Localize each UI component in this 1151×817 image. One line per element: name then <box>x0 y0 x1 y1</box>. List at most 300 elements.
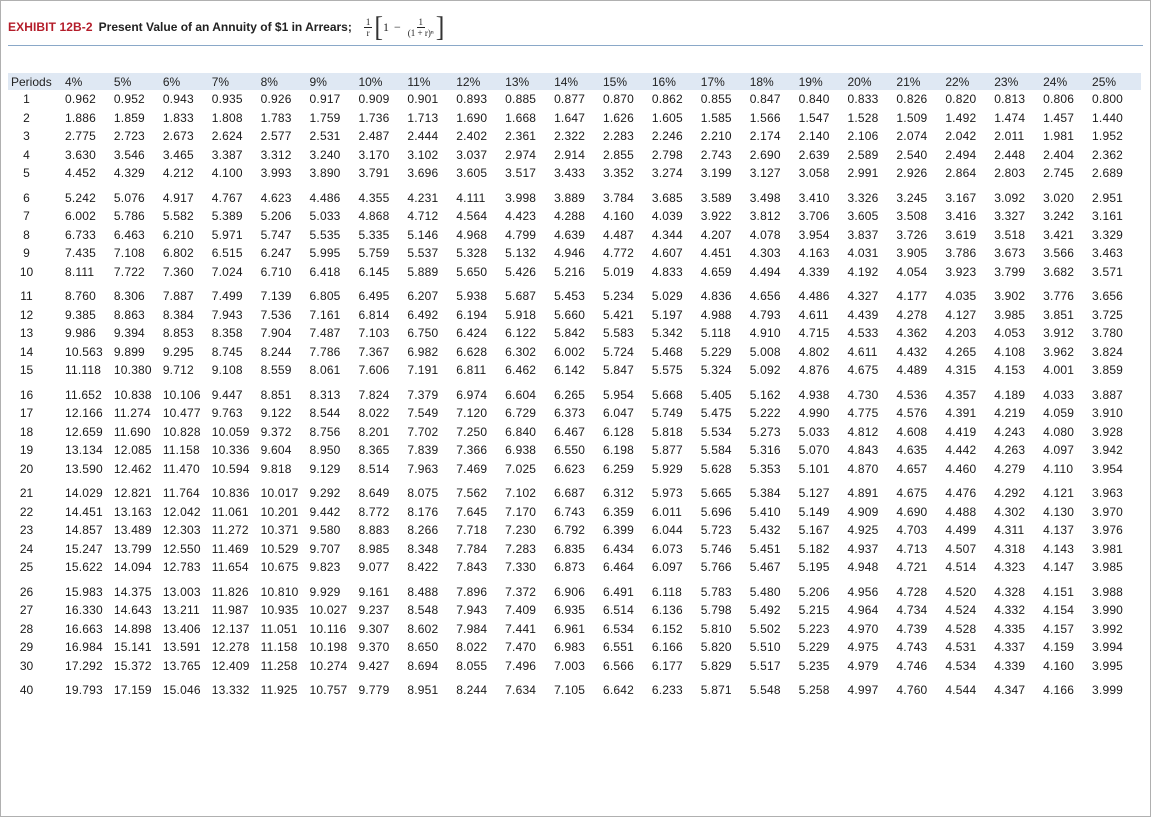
annuity-factor-cell: 9.712 <box>162 363 194 378</box>
annuity-factor-cell: 5.195 <box>798 560 830 575</box>
annuity-factor-cell: 7.230 <box>505 523 537 538</box>
annuity-factor-cell: 2.531 <box>309 129 341 144</box>
table-row <box>8 521 1141 540</box>
annuity-factor-cell: 4.265 <box>945 344 977 359</box>
annuity-factor-cell: 4.143 <box>1043 541 1075 556</box>
annuity-factor-cell: 0.935 <box>211 92 243 107</box>
annuity-factor-cell: 3.902 <box>994 289 1026 304</box>
annuity-factor-cell: 4.452 <box>65 166 97 181</box>
annuity-factor-cell: 7.943 <box>456 603 488 618</box>
annuity-factor-cell: 4.544 <box>945 683 977 698</box>
annuity-factor-cell: 4.997 <box>847 683 879 698</box>
annuity-factor-cell: 8.559 <box>260 363 292 378</box>
annuity-factor-cell: 9.818 <box>260 461 292 476</box>
table-row <box>8 146 1141 165</box>
annuity-factor-cell: 5.783 <box>700 584 732 599</box>
annuity-factor-cell: 5.871 <box>700 683 732 698</box>
annuity-factor-cell: 5.223 <box>798 621 830 636</box>
annuity-factor-cell: 10.828 <box>162 424 201 439</box>
annuity-factor-cell: 3.167 <box>945 190 977 205</box>
period-cell: 3 <box>23 129 30 144</box>
annuity-factor-cell: 4.659 <box>700 264 732 279</box>
annuity-factor-cell: 15.622 <box>65 560 103 575</box>
annuity-factor-cell: 4.970 <box>847 621 879 636</box>
annuity-factor-cell: 5.076 <box>113 190 145 205</box>
annuity-factor-cell: 5.954 <box>602 387 634 402</box>
annuity-factor-cell: 5.650 <box>456 264 488 279</box>
period-cell: 12 <box>19 307 34 322</box>
annuity-factor-cell: 5.889 <box>407 264 439 279</box>
annuity-factor-cell: 2.723 <box>113 129 145 144</box>
annuity-factor-cell: 4.001 <box>1043 363 1075 378</box>
annuity-factor-cell: 4.278 <box>896 307 928 322</box>
annuity-factor-cell: 6.198 <box>602 443 634 458</box>
annuity-factor-cell: 5.535 <box>309 227 341 242</box>
annuity-factor-cell: 5.798 <box>700 603 732 618</box>
annuity-factor-cell: 4.080 <box>1043 424 1075 439</box>
annuity-factor-cell: 6.194 <box>456 307 488 322</box>
annuity-factor-cell: 11.470 <box>162 461 200 476</box>
annuity-factor-cell: 1.605 <box>651 110 683 125</box>
annuity-factor-cell: 10.336 <box>211 443 250 458</box>
annuity-factor-cell: 9.108 <box>211 363 243 378</box>
annuity-factor-cell: 3.630 <box>65 147 97 162</box>
annuity-factor-cell: 5.660 <box>554 307 586 322</box>
annuity-factor-cell: 6.792 <box>554 523 586 538</box>
annuity-factor-cell: 4.715 <box>798 326 830 341</box>
annuity-factor-cell: 3.656 <box>1092 289 1124 304</box>
annuity-factor-cell: 3.508 <box>896 209 928 224</box>
annuity-factor-cell: 6.166 <box>651 640 683 655</box>
annuity-factor-cell: 8.650 <box>407 640 439 655</box>
annuity-factor-cell: 5.426 <box>505 264 537 279</box>
annuity-factor-cell: 5.101 <box>798 461 830 476</box>
table-body <box>8 90 1141 700</box>
period-cell: 17 <box>19 406 34 421</box>
annuity-factor-cell: 4.520 <box>945 584 977 599</box>
table-row <box>8 404 1141 423</box>
annuity-factor-cell: 5.548 <box>749 683 781 698</box>
annuity-factor-cell: 11.272 <box>211 523 249 538</box>
table-row <box>8 361 1141 380</box>
annuity-factor-cell: 4.337 <box>994 640 1026 655</box>
annuity-factor-cell: 4.494 <box>749 264 781 279</box>
annuity-factor-cell: 5.929 <box>651 461 683 476</box>
table-row <box>8 324 1141 343</box>
annuity-factor-cell: 15.046 <box>162 683 201 698</box>
annuity-factor-cell: 3.954 <box>1092 461 1124 476</box>
annuity-factor-cell: 6.873 <box>554 560 586 575</box>
annuity-table <box>8 73 1141 700</box>
annuity-factor-cell: 16.984 <box>65 640 103 655</box>
annuity-factor-cell: 13.332 <box>211 683 250 698</box>
annuity-factor-cell: 6.302 <box>505 344 537 359</box>
annuity-factor-cell: 4.486 <box>798 289 830 304</box>
annuity-factor-cell: 10.810 <box>260 584 299 599</box>
annuity-factor-cell: 12.042 <box>162 504 201 519</box>
annuity-factor-cell: 17.292 <box>65 658 103 673</box>
annuity-factor-cell: 4.159 <box>1043 640 1075 655</box>
annuity-factor-cell: 4.728 <box>896 584 928 599</box>
annuity-factor-cell: 3.058 <box>798 166 830 181</box>
annuity-factor-cell: 4.147 <box>1043 560 1075 575</box>
annuity-factor-cell: 4.964 <box>847 603 879 618</box>
annuity-factor-cell: 4.608 <box>896 424 928 439</box>
table-row <box>8 343 1141 362</box>
table-row <box>8 423 1141 442</box>
annuity-factor-cell: 4.189 <box>994 387 1026 402</box>
annuity-factor-cell: 4.870 <box>847 461 879 476</box>
period-cell: 18 <box>19 424 34 439</box>
annuity-factor-cell: 3.274 <box>651 166 683 181</box>
annuity-factor-cell: 3.619 <box>945 227 977 242</box>
annuity-factor-cell: 10.757 <box>309 683 348 698</box>
period-cell: 13 <box>19 326 34 341</box>
annuity-factor-cell: 3.518 <box>994 227 1026 242</box>
formula-inner-numerator: 1 <box>418 16 423 27</box>
annuity-factor-cell: 4.059 <box>1043 406 1075 421</box>
annuity-factor-cell: 4.836 <box>700 289 732 304</box>
annuity-factor-cell: 2.174 <box>749 129 781 144</box>
annuity-factor-cell: 9.077 <box>358 560 390 575</box>
annuity-factor-cell: 8.694 <box>407 658 439 673</box>
annuity-factor-cell: 2.974 <box>505 147 537 162</box>
annuity-factor-cell: 4.564 <box>456 209 488 224</box>
period-cell: 15 <box>19 363 34 378</box>
annuity-factor-cell: 4.793 <box>749 307 781 322</box>
annuity-factor-cell: 1.547 <box>798 110 830 125</box>
annuity-factor-cell: 4.910 <box>749 326 781 341</box>
annuity-factor-cell: 3.923 <box>945 264 977 279</box>
table-row <box>8 380 1141 405</box>
annuity-factor-cell: 0.893 <box>456 92 488 107</box>
annuity-factor-cell: 7.372 <box>505 584 537 599</box>
annuity-factor-cell: 8.853 <box>162 326 194 341</box>
annuity-factor-cell: 0.833 <box>847 92 879 107</box>
annuity-factor-cell: 9.899 <box>113 344 145 359</box>
annuity-factor-cell: 1.566 <box>749 110 781 125</box>
annuity-factor-cell: 5.242 <box>65 190 97 205</box>
annuity-factor-cell: 4.108 <box>994 344 1026 359</box>
annuity-factor-cell: 4.876 <box>798 363 830 378</box>
period-cell: 24 <box>19 541 34 556</box>
annuity-factor-cell: 2.743 <box>700 147 732 162</box>
period-cell: 28 <box>19 621 34 636</box>
annuity-factor-cell: 5.421 <box>602 307 634 322</box>
annuity-factor-cell: 9.237 <box>358 603 390 618</box>
annuity-factor-cell: 3.387 <box>211 147 243 162</box>
table-row <box>8 226 1141 245</box>
annuity-factor-cell: 3.161 <box>1092 209 1124 224</box>
annuity-factor-cell: 5.971 <box>211 227 243 242</box>
annuity-factor-cell: 3.890 <box>309 166 341 181</box>
annuity-factor-cell: 4.623 <box>260 190 292 205</box>
annuity-factor-cell: 4.328 <box>994 584 1026 599</box>
annuity-factor-cell: 10.027 <box>309 603 348 618</box>
annuity-factor-cell: 1.492 <box>945 110 977 125</box>
annuity-factor-cell: 6.399 <box>602 523 634 538</box>
annuity-factor-cell: 5.517 <box>749 658 781 673</box>
annuity-factor-cell: 3.786 <box>945 246 977 261</box>
annuity-factor-cell: 4.534 <box>945 658 977 673</box>
annuity-factor-cell: 6.136 <box>651 603 683 618</box>
annuity-factor-cell: 0.943 <box>162 92 194 107</box>
annuity-factor-cell: 4.514 <box>945 560 977 575</box>
annuity-factor-cell: 6.142 <box>554 363 586 378</box>
annuity-factor-cell: 6.802 <box>162 246 194 261</box>
annuity-factor-cell: 5.258 <box>798 683 830 698</box>
annuity-factor-cell: 5.206 <box>798 584 830 599</box>
rate-header: 6% <box>163 73 212 90</box>
annuity-factor-cell: 1.833 <box>162 110 194 125</box>
rate-header: 20% <box>848 73 897 90</box>
annuity-factor-cell: 3.962 <box>1043 344 1075 359</box>
annuity-factor-cell: 7.786 <box>309 344 341 359</box>
annuity-factor-cell: 4.531 <box>945 640 977 655</box>
annuity-factor-cell: 1.474 <box>994 110 1026 125</box>
annuity-factor-cell: 5.584 <box>700 443 732 458</box>
annuity-factor-cell: 6.938 <box>505 443 537 458</box>
annuity-factor-cell: 5.687 <box>505 289 537 304</box>
annuity-factor-cell: 4.323 <box>994 560 1026 575</box>
annuity-factor-cell: 2.577 <box>260 129 292 144</box>
annuity-factor-cell: 6.710 <box>260 264 292 279</box>
annuity-factor-cell: 6.152 <box>651 621 683 636</box>
annuity-factor-cell: 6.359 <box>602 504 634 519</box>
annuity-factor-cell: 14.643 <box>113 603 152 618</box>
annuity-factor-cell: 4.968 <box>456 227 488 242</box>
annuity-factor-cell: 5.033 <box>798 424 830 439</box>
annuity-factor-cell: 4.110 <box>1043 461 1074 476</box>
annuity-factor-cell: 4.486 <box>309 190 341 205</box>
annuity-factor-cell: 2.745 <box>1043 166 1075 181</box>
table-row <box>8 478 1141 503</box>
annuity-factor-cell: 8.358 <box>211 326 243 341</box>
annuity-factor-cell: 6.642 <box>602 683 634 698</box>
annuity-factor-cell: 3.970 <box>1092 504 1124 519</box>
annuity-factor-cell: 1.668 <box>505 110 537 125</box>
annuity-factor-cell: 4.344 <box>651 227 683 242</box>
annuity-factor-cell: 5.162 <box>749 387 781 402</box>
annuity-factor-cell: 3.910 <box>1092 406 1124 421</box>
period-cell: 30 <box>19 658 34 673</box>
annuity-factor-cell: 8.745 <box>211 344 243 359</box>
annuity-factor-cell: 5.502 <box>749 621 781 636</box>
annuity-factor-cell: 3.994 <box>1092 640 1124 655</box>
annuity-factor-cell: 1.440 <box>1092 110 1124 125</box>
annuity-factor-cell: 8.488 <box>407 584 439 599</box>
annuity-factor-cell: 8.883 <box>358 523 390 538</box>
annuity-factor-cell: 3.922 <box>700 209 732 224</box>
annuity-factor-cell: 5.342 <box>651 326 683 341</box>
annuity-factor-cell: 3.992 <box>1092 621 1124 636</box>
annuity-factor-cell: 10.838 <box>113 387 152 402</box>
table-row <box>8 90 1141 109</box>
annuity-factor-cell: 3.995 <box>1092 658 1124 673</box>
annuity-factor-cell: 6.811 <box>456 363 487 378</box>
annuity-factor-cell: 13.003 <box>162 584 201 599</box>
annuity-factor-cell: 9.292 <box>309 486 341 501</box>
annuity-factor-cell: 4.355 <box>358 190 390 205</box>
table-row <box>8 558 1141 577</box>
annuity-factor-cell: 6.002 <box>65 209 97 224</box>
annuity-factor-cell: 5.665 <box>700 486 732 501</box>
annuity-factor-cell: 3.999 <box>1092 683 1124 698</box>
annuity-factor-cell: 5.829 <box>700 658 732 673</box>
annuity-factor-cell: 11.118 <box>65 363 102 378</box>
annuity-factor-cell: 4.121 <box>1043 486 1075 501</box>
annuity-factor-cell: 5.766 <box>700 560 732 575</box>
annuity-factor-cell: 4.163 <box>798 246 830 261</box>
annuity-factor-cell: 0.909 <box>358 92 390 107</box>
formula-inner-denominator: (1 + r)ⁿ <box>407 27 434 38</box>
annuity-factor-cell: 5.582 <box>162 209 194 224</box>
annuity-factor-cell: 8.514 <box>358 461 390 476</box>
annuity-factor-cell: 5.353 <box>749 461 781 476</box>
table-header-row <box>8 73 1141 90</box>
annuity-factor-cell: 4.137 <box>1043 523 1075 538</box>
annuity-factor-cell: 1.808 <box>211 110 243 125</box>
annuity-factor-cell: 6.424 <box>456 326 488 341</box>
annuity-factor-cell: 4.160 <box>1043 658 1075 673</box>
annuity-factor-cell: 2.639 <box>798 147 830 162</box>
rate-header: 11% <box>407 73 456 90</box>
annuity-factor-cell: 2.914 <box>554 147 586 162</box>
annuity-factor-cell: 2.855 <box>602 147 634 162</box>
period-cell: 9 <box>23 246 30 261</box>
annuity-factor-cell: 4.533 <box>847 326 879 341</box>
annuity-factor-cell: 9.580 <box>309 523 341 538</box>
annuity-factor-cell: 1.759 <box>309 110 341 125</box>
rate-header: 19% <box>799 73 848 90</box>
formula-lead-fraction <box>364 17 373 38</box>
annuity-factor-cell: 5.335 <box>358 227 390 242</box>
formula-one: 1 <box>383 19 390 34</box>
annuity-factor-cell: 11.051 <box>260 621 298 636</box>
annuity-factor-cell: 5.995 <box>309 246 341 261</box>
annuity-factor-cell: 7.496 <box>505 658 537 673</box>
annuity-factor-cell: 2.624 <box>211 129 243 144</box>
annuity-factor-cell: 4.802 <box>798 344 830 359</box>
annuity-factor-cell: 14.029 <box>65 486 103 501</box>
table-row <box>8 638 1141 657</box>
annuity-factor-cell: 3.990 <box>1092 603 1124 618</box>
annuity-factor-cell: 6.247 <box>260 246 292 261</box>
annuity-factor-cell: 3.517 <box>505 166 537 181</box>
annuity-factor-cell: 4.192 <box>847 264 879 279</box>
annuity-factor-cell: 7.435 <box>65 246 97 261</box>
annuity-factor-cell: 5.480 <box>749 584 781 599</box>
annuity-factor-cell: 6.840 <box>505 424 537 439</box>
annuity-factor-cell: 4.536 <box>896 387 928 402</box>
table-row <box>8 164 1141 183</box>
annuity-factor-cell: 11.654 <box>211 560 249 575</box>
annuity-factor-cell: 8.602 <box>407 621 439 636</box>
annuity-factor-cell: 4.917 <box>162 190 194 205</box>
period-cell: 26 <box>19 584 34 599</box>
annuity-factor-cell: 3.988 <box>1092 584 1124 599</box>
annuity-factor-cell: 4.743 <box>896 640 928 655</box>
annuity-factor-cell: 12.085 <box>113 443 152 458</box>
annuity-factor-cell: 2.487 <box>358 129 390 144</box>
annuity-factor-cell: 11.690 <box>113 424 151 439</box>
annuity-factor-cell: 4.339 <box>798 264 830 279</box>
annuity-factor-cell: 6.604 <box>505 387 537 402</box>
annuity-factor-cell: 4.302 <box>994 504 1026 519</box>
annuity-factor-cell: 11.158 <box>260 640 298 655</box>
annuity-factor-cell: 4.476 <box>945 486 977 501</box>
annuity-factor-cell: 11.258 <box>260 658 298 673</box>
annuity-factor-cell: 8.244 <box>456 683 488 698</box>
annuity-factor-cell: 1.528 <box>847 110 879 125</box>
annuity-factor-cell: 12.409 <box>211 658 250 673</box>
table-row <box>8 540 1141 559</box>
annuity-factor-cell: 5.468 <box>651 344 683 359</box>
annuity-factor-cell: 0.806 <box>1043 92 1075 107</box>
annuity-factor-cell: 4.576 <box>896 406 928 421</box>
annuity-factor-cell: 3.696 <box>407 166 439 181</box>
annuity-factor-cell: 4.712 <box>407 209 439 224</box>
period-cell: 19 <box>19 443 34 458</box>
annuity-factor-cell: 4.868 <box>358 209 390 224</box>
annuity-factor-cell: 7.105 <box>554 683 586 698</box>
annuity-factor-cell: 7.161 <box>309 307 341 322</box>
annuity-factor-cell: 4.212 <box>162 166 194 181</box>
annuity-factor-cell: 5.384 <box>749 486 781 501</box>
rate-header: 9% <box>310 73 359 90</box>
annuity-factor-cell: 3.245 <box>896 190 928 205</box>
annuity-factor-cell: 5.818 <box>651 424 683 439</box>
annuity-factor-cell: 9.442 <box>309 504 341 519</box>
annuity-factor-cell: 2.951 <box>1092 190 1124 205</box>
rate-header: 10% <box>358 73 407 90</box>
annuity-factor-cell: 5.842 <box>554 326 586 341</box>
annuity-factor-cell: 8.022 <box>358 406 390 421</box>
annuity-factor-cell: 5.537 <box>407 246 439 261</box>
table-row <box>8 109 1141 128</box>
annuity-factor-cell: 6.550 <box>554 443 586 458</box>
annuity-factor-cell: 9.385 <box>65 307 97 322</box>
annuity-factor-cell: 3.326 <box>847 190 879 205</box>
annuity-factor-cell: 5.389 <box>211 209 243 224</box>
annuity-factor-cell: 8.365 <box>358 443 390 458</box>
annuity-factor-cell: 3.465 <box>162 147 194 162</box>
annuity-factor-cell: 4.127 <box>945 307 977 322</box>
annuity-factor-cell: 5.432 <box>749 523 781 538</box>
annuity-factor-cell: 1.713 <box>407 110 439 125</box>
annuity-factor-cell: 4.100 <box>211 166 243 181</box>
annuity-factor-cell: 13.489 <box>113 523 152 538</box>
annuity-factor-cell: 4.151 <box>1043 584 1075 599</box>
rate-header: 23% <box>994 73 1043 90</box>
annuity-factor-cell: 5.575 <box>651 363 683 378</box>
annuity-factor-cell: 2.404 <box>1043 147 1075 162</box>
annuity-factor-cell: 4.909 <box>847 504 879 519</box>
table-row <box>8 601 1141 620</box>
annuity-factor-cell: 6.534 <box>602 621 634 636</box>
annuity-factor-cell: 10.529 <box>260 541 299 556</box>
annuity-factor-cell: 15.372 <box>113 658 152 673</box>
annuity-factor-cell: 4.357 <box>945 387 977 402</box>
annuity-factor-cell: 8.951 <box>407 683 439 698</box>
annuity-factor-cell: 7.120 <box>456 406 488 421</box>
annuity-factor-cell: 4.153 <box>994 363 1026 378</box>
annuity-factor-cell: 7.330 <box>505 560 537 575</box>
annuity-factor-cell: 6.492 <box>407 307 439 322</box>
rate-header: 12% <box>456 73 505 90</box>
annuity-factor-cell: 7.102 <box>505 486 537 501</box>
annuity-factor-cell: 4.739 <box>896 621 928 636</box>
